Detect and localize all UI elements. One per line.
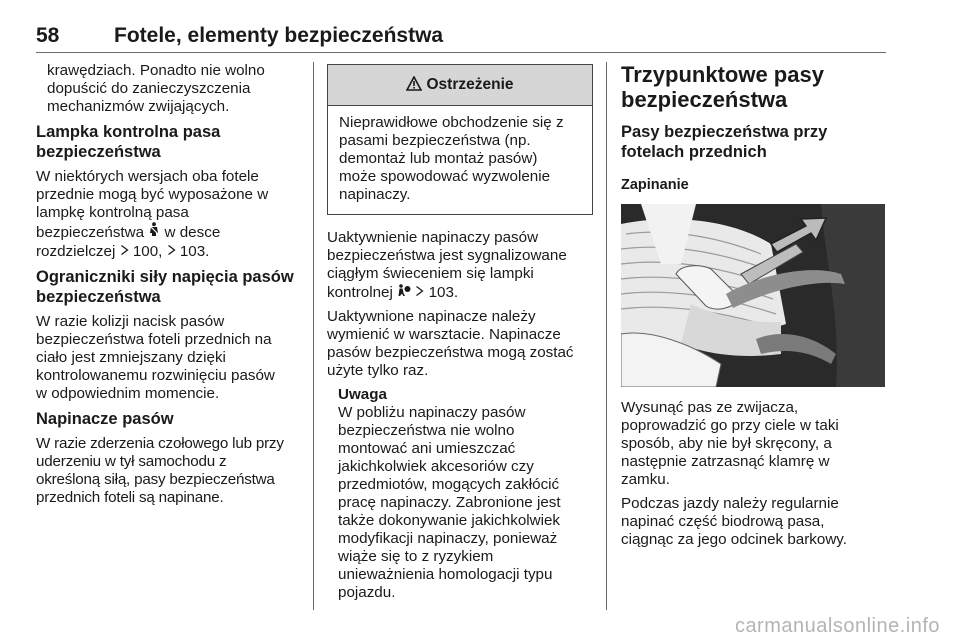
belt-force-limiters-paragraph: W razie kolizji nacisk pasów bezpieczeństwa foteli przednich na ciało jest zmniejszany dzięki kontrolowanemu rozwinięciu pasów w odpowiednim momencie. <box>36 313 275 402</box>
fastening-instructions-paragraph: Wysunąć pas ze zwijacza, poprowadzić go przy ciele w taki sposób, aby nie był skręcony, a następnie zatrzasnąć klamrę w zamku. <box>621 399 839 488</box>
column-left <box>36 62 304 513</box>
seatbelt-fastening-illustration <box>621 204 885 387</box>
page-reference-arrow-icon <box>167 243 176 259</box>
section-title-belt-pretensioners: Napinacze pasów <box>36 410 174 428</box>
tensioning-instructions-paragraph: Podczas jazdy należy regularnie napinać część biodrową pasa, ciągnąc za jego odcinek barkowy. <box>621 495 847 548</box>
section-title-belt-force-limiters: Ograniczniki siły napięcia pasów bezpieczeństwa <box>36 268 294 306</box>
page-number: 58 <box>36 24 60 47</box>
seatbelt-warning-icon <box>148 224 160 240</box>
header-rule <box>36 52 886 53</box>
note-text: W pobliżu napinaczy pasów bezpieczeństwa nie wolno montować ani umieszczać jakichkolwiek akcesoriów czy przedmiotów, mogących zakłócić pracę napinaczy. Zabronione jest także dokonywanie jakichkolwiek modyfikacji napinaczy, ponieważ wiąże się to z ryzykiem unieważnienia homologacji typu pojazdu. <box>338 404 561 601</box>
airbag-warning-icon <box>397 284 411 300</box>
chapter-title: Fotele, elementy bezpieczeństwa <box>114 24 444 47</box>
section-title-seatbelt-reminder: Lampka kontrolna pasa bezpieczeństwa <box>36 123 221 161</box>
column-right <box>621 62 889 555</box>
section-title-three-point-belts: Trzypunktowe pasy bezpieczeństwa <box>621 62 824 112</box>
belt-pretensioners-paragraph: W razie zderzenia czołowego lub przy uderzeniu w tył samochodu z określoną siłą, pasy bezpieczeństwa przednich foteli są napinane. <box>36 435 284 506</box>
warning-title: Ostrzeżenie <box>426 76 514 93</box>
subsection-title-fastening: Zapinanie <box>621 177 689 193</box>
page-header <box>36 24 886 54</box>
page-reference-arrow-icon <box>415 284 424 300</box>
column-divider <box>606 62 607 610</box>
pretensioner-activation-paragraph: Uaktywnienie napinaczy pasów bezpieczeństwa jest sygnalizowane ciągłym świeceniem się lampki kontrolnej 103. <box>327 229 567 301</box>
column-divider <box>313 62 314 610</box>
note-title: Uwaga <box>338 386 387 403</box>
warning-text: Nieprawidłowe obchodzenie się z pasami bezpieczeństwa (np. demontaż lub montaż pasów) może spowodować wyzwolenie napinaczy. <box>339 114 564 203</box>
warning-triangle-icon <box>406 76 422 95</box>
subsection-title-front-seats: Pasy bezpieczeństwa przy fotelach przednich <box>621 123 828 161</box>
seatbelt-reminder-paragraph: W niektórych wersjach oba fotele przednie mogą być wyposażone w lampkę kontrolną pasa bezpieczeństwa w desce rozdzielczej 100, 103. <box>36 168 269 260</box>
watermark-text: carmanualsonline.info <box>734 615 940 637</box>
intro-paragraph: krawędziach. Ponadto nie wolno dopuścić do zanieczyszczenia mechanizmów zwijających. <box>47 62 265 115</box>
pretensioner-replacement-paragraph: Uaktywnione napinacze należy wymienić w warsztacie. Napinacze pasów bezpieczeństwa mogą zostać użyte tylko raz. <box>327 308 574 379</box>
page-reference-arrow-icon <box>120 243 129 259</box>
warning-box <box>327 64 593 215</box>
note-box <box>327 386 593 602</box>
warning-header <box>328 65 592 106</box>
column-middle <box>327 62 593 608</box>
